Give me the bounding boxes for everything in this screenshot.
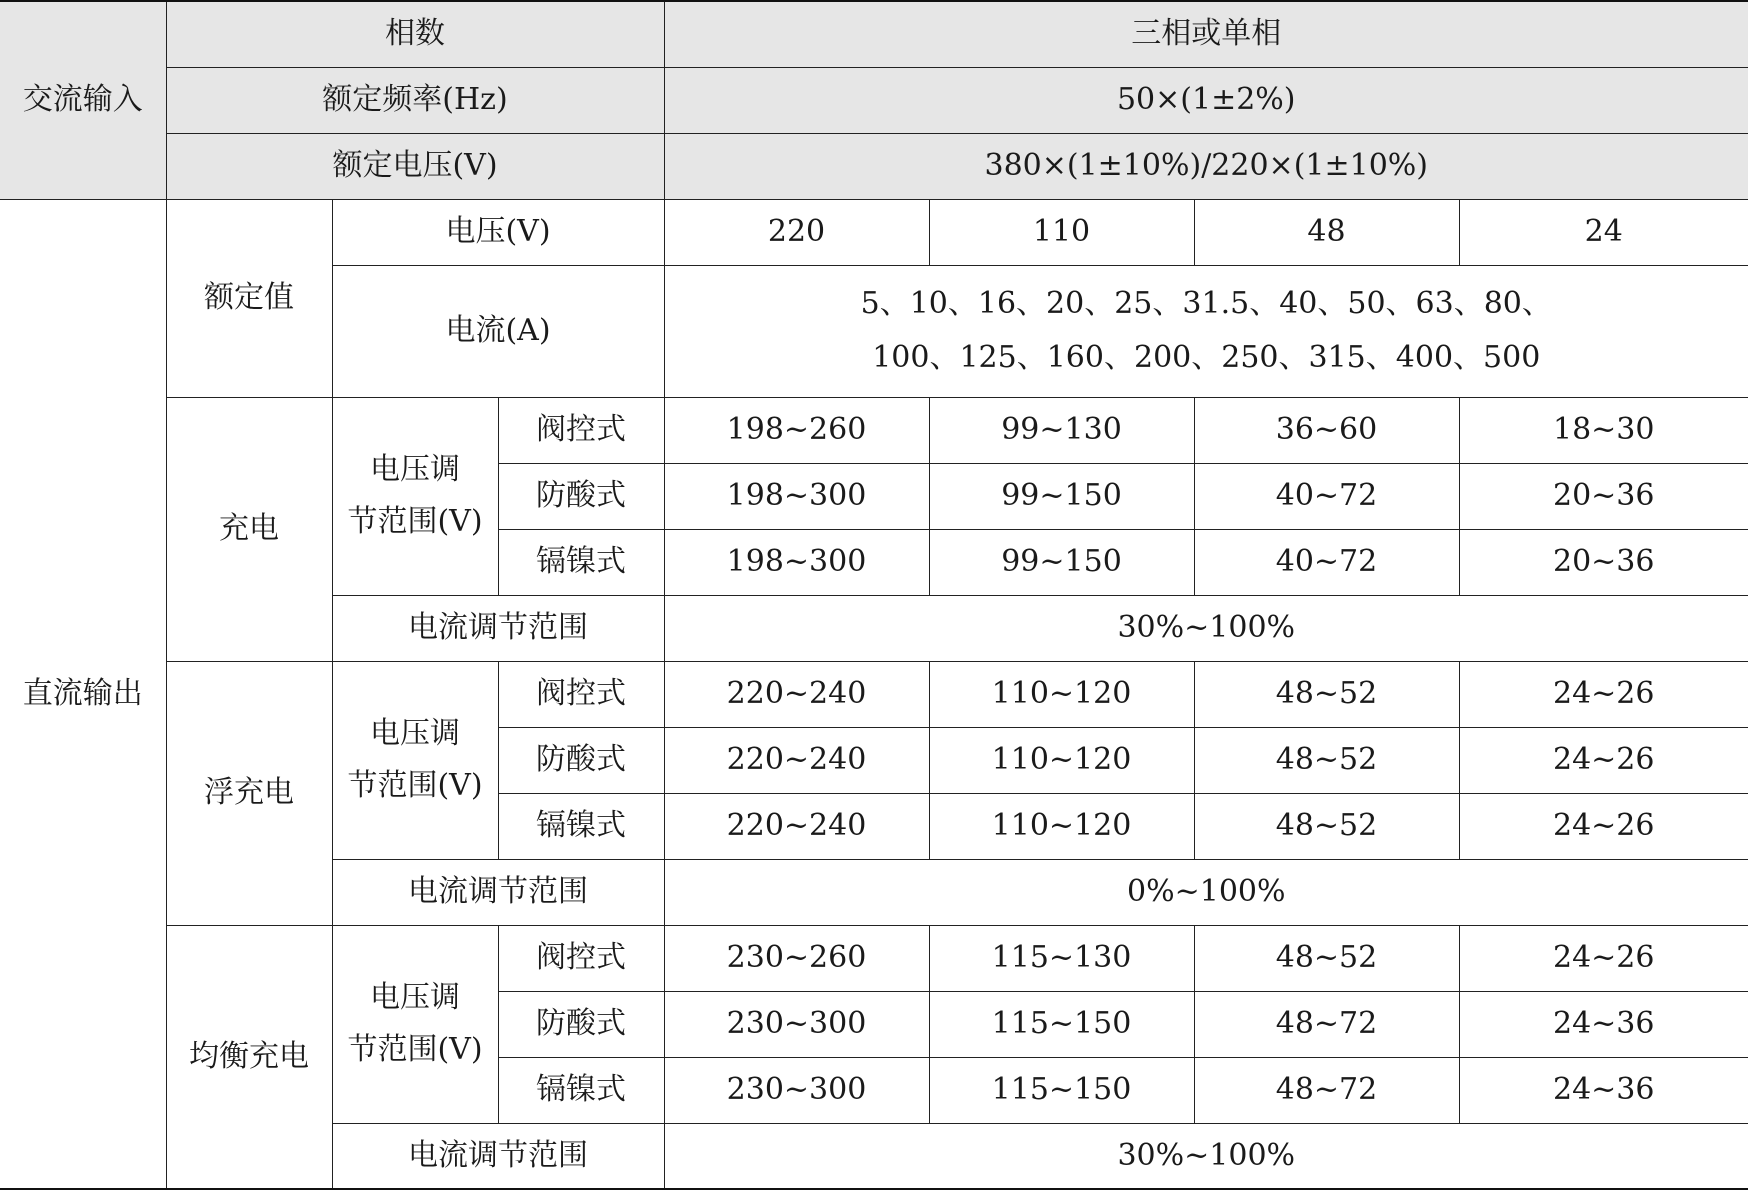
table-cell: 36~60 [1194, 397, 1459, 463]
table-cell: 24~26 [1459, 793, 1748, 859]
table-row [0, 1, 1748, 67]
table-cell: 110~120 [929, 727, 1194, 793]
table-cell: 48~52 [1194, 727, 1459, 793]
phase-value: 三相或单相 [664, 1, 1748, 67]
table-cell: 230~300 [664, 1057, 929, 1123]
rated-voltage-cell: 48 [1194, 199, 1459, 265]
table-row [0, 67, 1748, 133]
phase-label: 相数 [166, 1, 664, 67]
voltage-range-label-line-1: 电压调 [370, 716, 460, 751]
table-row [0, 133, 1748, 199]
table-cell: 198~300 [664, 463, 929, 529]
table-cell: 40~72 [1194, 529, 1459, 595]
table-cell: 24~36 [1459, 991, 1748, 1057]
ac-input-label: 交流输入 [0, 1, 166, 199]
freq-label: 额定频率(Hz) [166, 67, 664, 133]
voltage-range-label-line-2: 节范围(V) [347, 768, 483, 803]
table-cell: 18~30 [1459, 397, 1748, 463]
rated-label: 额定值 [166, 199, 332, 397]
table-cell: 115~150 [929, 1057, 1194, 1123]
table-cell: 115~130 [929, 925, 1194, 991]
freq-value: 50×(1±2%) [664, 67, 1748, 133]
table-cell: 20~36 [1459, 529, 1748, 595]
voltage-range-label-line-1: 电压调 [370, 452, 460, 487]
equalize-voltage-range-label [332, 925, 498, 1123]
table-cell: 48~72 [1194, 991, 1459, 1057]
battery-type: 防酸式 [498, 727, 664, 793]
table-cell: 20~36 [1459, 463, 1748, 529]
ac-voltage-value: 380×(1±10%)/220×(1±10%) [664, 133, 1748, 199]
charge-label: 充电 [166, 397, 332, 661]
table-cell: 48~72 [1194, 1057, 1459, 1123]
voltage-range-label-line-2: 节范围(V) [347, 504, 483, 539]
float-current-range: 0%~100% [664, 859, 1748, 925]
table-cell: 230~300 [664, 991, 929, 1057]
table-row [0, 925, 1748, 991]
charge-voltage-range-label [332, 397, 498, 595]
table-cell: 220~240 [664, 727, 929, 793]
ac-voltage-label: 额定电压(V) [166, 133, 664, 199]
rated-voltage-label: 电压(V) [332, 199, 664, 265]
table-cell: 48~52 [1194, 793, 1459, 859]
table-cell: 40~72 [1194, 463, 1459, 529]
rated-voltage-cell: 220 [664, 199, 929, 265]
table-cell: 230~260 [664, 925, 929, 991]
table-cell: 99~150 [929, 529, 1194, 595]
equalize-current-range: 30%~100% [664, 1123, 1748, 1189]
battery-type: 阀控式 [498, 661, 664, 727]
table-cell: 99~130 [929, 397, 1194, 463]
current-range-label: 电流调节范围 [332, 859, 664, 925]
table-cell: 24~26 [1459, 727, 1748, 793]
charge-current-range: 30%~100% [664, 595, 1748, 661]
rated-voltage-cell: 24 [1459, 199, 1748, 265]
rated-voltage-cell: 110 [929, 199, 1194, 265]
rated-current-values [664, 265, 1748, 397]
table-cell: 48~52 [1194, 925, 1459, 991]
battery-type: 防酸式 [498, 463, 664, 529]
table-cell: 115~150 [929, 991, 1194, 1057]
table-cell: 220~240 [664, 793, 929, 859]
battery-type: 阀控式 [498, 397, 664, 463]
table-cell: 24~26 [1459, 661, 1748, 727]
rated-current-line-1: 5、10、16、20、25、31.5、40、50、63、80、 [860, 286, 1552, 321]
battery-type: 防酸式 [498, 991, 664, 1057]
float-voltage-range-label [332, 661, 498, 859]
voltage-range-label-line-2: 节范围(V) [347, 1032, 483, 1067]
table-cell: 24~26 [1459, 925, 1748, 991]
rated-current-label: 电流(A) [332, 265, 664, 397]
current-range-label: 电流调节范围 [332, 1123, 664, 1189]
table-cell: 99~150 [929, 463, 1194, 529]
table-cell: 48~52 [1194, 661, 1459, 727]
current-range-label: 电流调节范围 [332, 595, 664, 661]
table-cell: 198~300 [664, 529, 929, 595]
table-cell: 198~260 [664, 397, 929, 463]
table-cell: 110~120 [929, 661, 1194, 727]
battery-type: 阀控式 [498, 925, 664, 991]
battery-type: 镉镍式 [498, 529, 664, 595]
float-charge-label: 浮充电 [166, 661, 332, 925]
table-row [0, 661, 1748, 727]
battery-type: 镉镍式 [498, 1057, 664, 1123]
table-cell: 24~36 [1459, 1057, 1748, 1123]
dc-output-label: 直流输出 [0, 199, 166, 1189]
table-row [0, 199, 1748, 265]
table-cell: 110~120 [929, 793, 1194, 859]
table-cell: 220~240 [664, 661, 929, 727]
battery-type: 镉镍式 [498, 793, 664, 859]
voltage-range-label-line-1: 电压调 [370, 980, 460, 1015]
rated-current-line-2: 100、125、160、200、250、315、400、500 [872, 340, 1541, 375]
table-row [0, 397, 1748, 463]
equalize-charge-label: 均衡充电 [166, 925, 332, 1189]
